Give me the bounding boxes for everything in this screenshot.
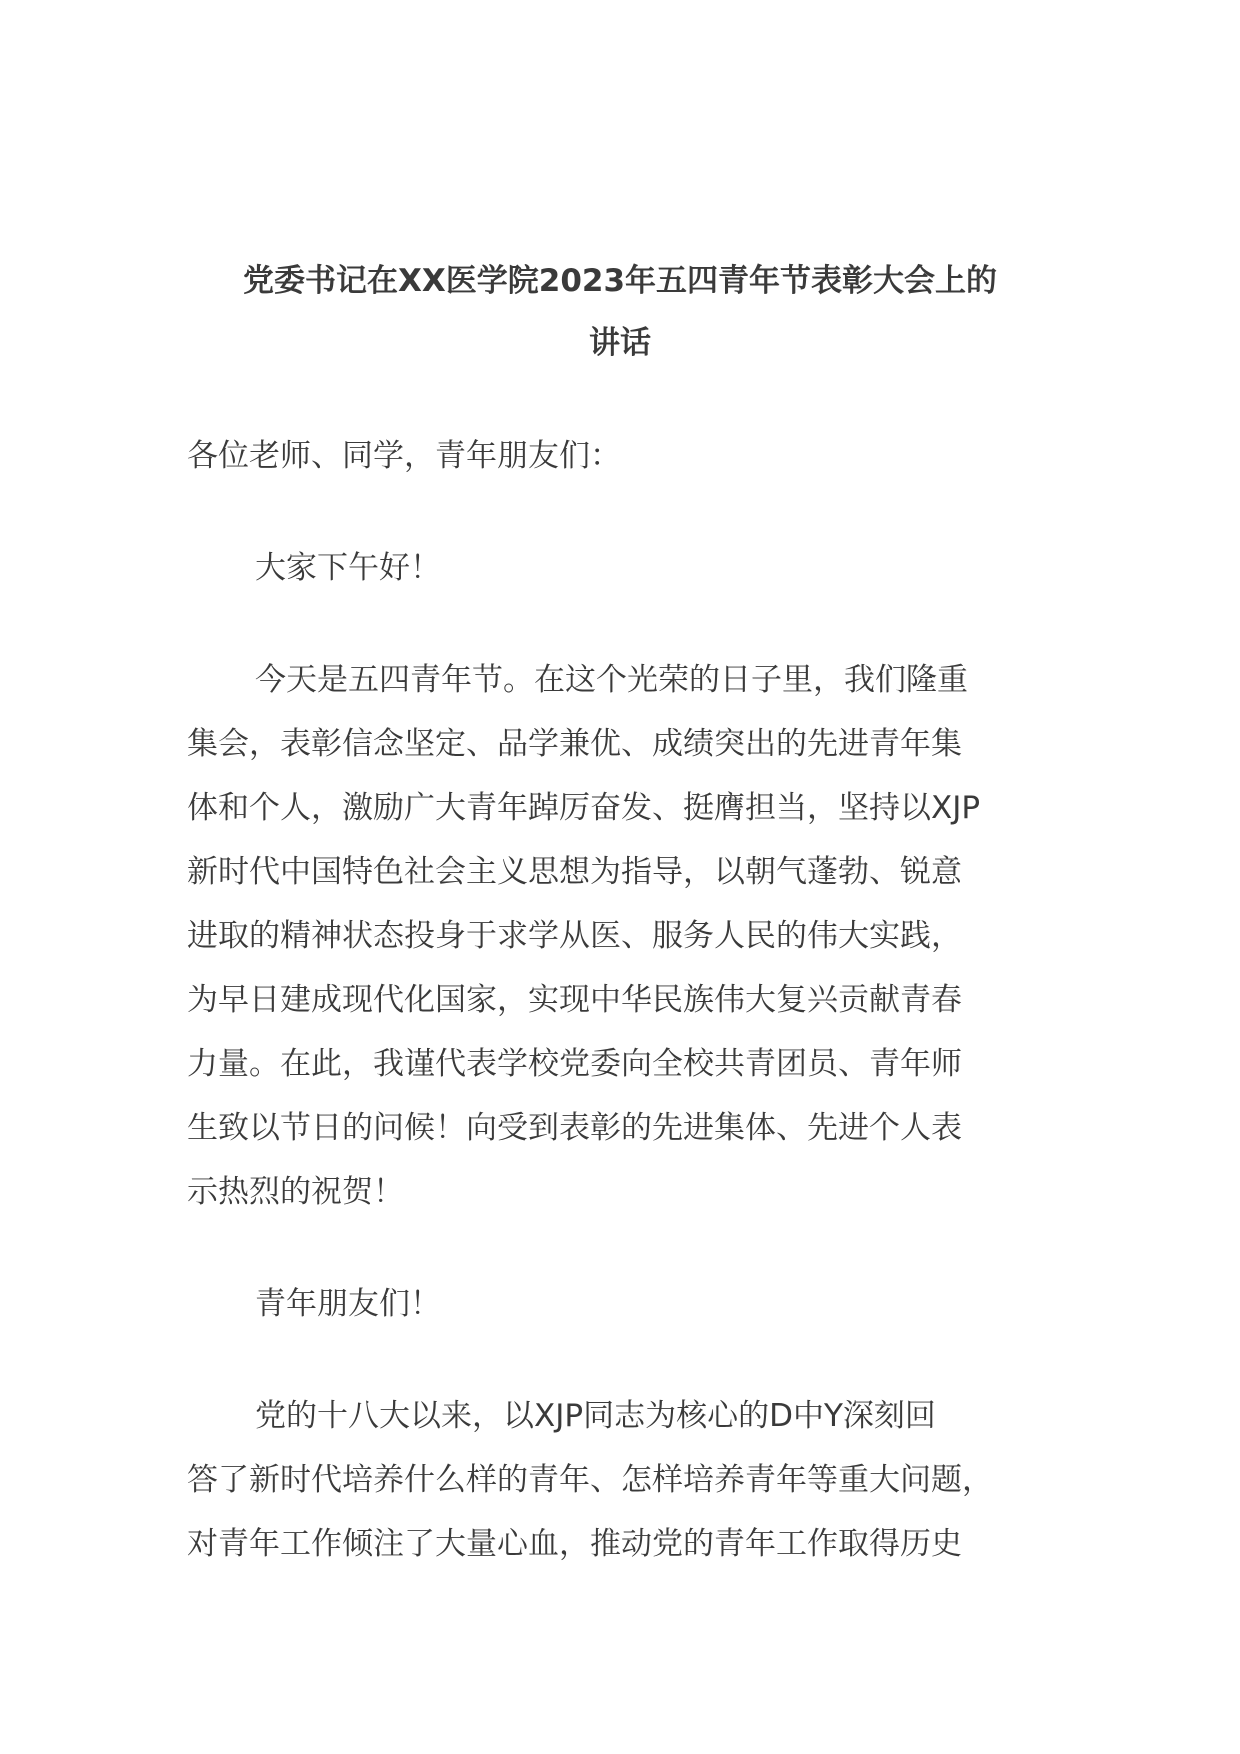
- document-title: [180, 250, 1060, 374]
- title-line-1: 党委书记在XX医学院2023年五四青年节表彰大会上的: [242, 263, 998, 299]
- paragraph-1-line: 体和个人，激励广大青年踔厉奋发、挺膺担当，坚持以XJP: [187, 790, 981, 826]
- paragraph-1-line: 集会，表彰信念坚定、品学兼优、成绩突出的先进青年集: [187, 726, 962, 762]
- address-youth: 青年朋友们！: [255, 1286, 441, 1322]
- paragraph-2-line: 党的十八大以来，以XJP同志为核心的D中Y深刻回: [255, 1398, 936, 1434]
- paragraph-1-line: 生致以节日的问候！向受到表彰的先进集体、先进个人表: [187, 1110, 962, 1146]
- paragraph-1-line: 今天是五四青年节。在这个光荣的日子里，我们隆重: [255, 662, 968, 698]
- paragraph-1: [187, 648, 1067, 1224]
- title-line-2: 讲话: [589, 325, 651, 361]
- paragraph-1-line: 力量。在此，我谨代表学校党委向全校共青团员、青年师: [187, 1046, 962, 1082]
- salutation: 各位老师、同学，青年朋友们：: [187, 438, 621, 474]
- document-body: [187, 424, 1067, 1624]
- paragraph-1-line: 示热烈的祝贺！: [187, 1174, 404, 1210]
- paragraph-2-line: 对青年工作倾注了大量心血，推动党的青年工作取得历史: [187, 1526, 962, 1562]
- paragraph-2-line: 答了新时代培养什么样的青年、怎样培养青年等重大问题，: [187, 1462, 993, 1498]
- paragraph-2: [187, 1384, 1067, 1576]
- greeting: 大家下午好！: [255, 550, 441, 586]
- paragraph-1-line: 进取的精神状态投身于求学从医、服务人民的伟大实践，: [187, 918, 962, 954]
- paragraph-1-line: 为早日建成现代化国家，实现中华民族伟大复兴贡献青春: [187, 982, 962, 1018]
- paragraph-1-line: 新时代中国特色社会主义思想为指导，以朝气蓬勃、锐意: [187, 854, 962, 890]
